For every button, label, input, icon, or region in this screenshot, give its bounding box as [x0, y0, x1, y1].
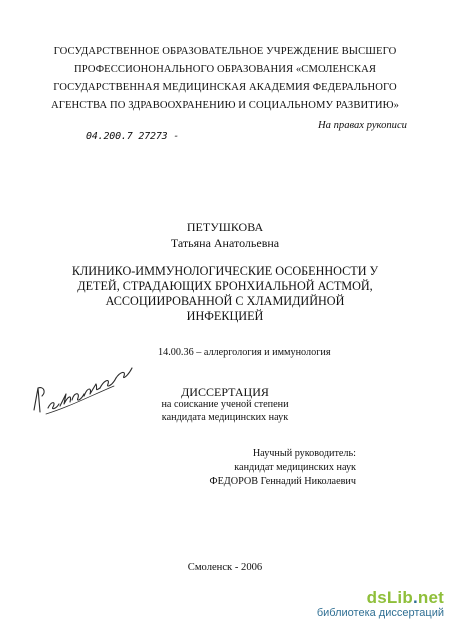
dissertation-heading: ДИССЕРТАЦИЯ — [181, 385, 269, 399]
logo-tld: net — [417, 588, 444, 607]
supervisor-block — [210, 447, 356, 489]
dslib-subtitle: библиотека диссертаций — [316, 607, 444, 619]
title-line-3: АССОЦИИРОВАННОЙ С ХЛАМИДИЙНОЙ — [105, 294, 345, 308]
title-line-4: ИНФЕКЦИЕЙ — [186, 309, 264, 323]
supervisor-degree: кандидат медицинских наук — [234, 462, 356, 473]
supervisor-name: ФЕДОРОВ Геннадий Николаевич — [209, 476, 356, 487]
logo-main: dsLib — [366, 588, 413, 607]
dslib-watermark[interactable] — [317, 588, 444, 619]
degree-line-1: на соискание ученой степени — [161, 399, 289, 410]
title-line-2: ДЕТЕЙ, СТРАДАЮЩИХ БРОНХИАЛЬНОЙ АСТМОЙ, — [77, 279, 373, 293]
title-line-1: КЛИНИКО-ИММУНОЛОГИЧЕСКИЕ ОСОБЕННОСТИ У — [71, 264, 379, 278]
institution-line-1: ГОСУДАРСТВЕННОЕ ОБРАЗОВАТЕЛЬНОЕ УЧРЕЖДЕНИЕ ВЫСШЕГО — [53, 46, 397, 57]
author-surname: ПЕТУШКОВА — [186, 220, 264, 234]
city-year: Смоленск - 2006 — [187, 562, 263, 573]
institution-line-2: ПРОФЕССИОНОНАЛЬНОГО ОБРАЗОВАНИЯ «СМОЛЕНСКАЯ — [73, 64, 377, 75]
degree-line-2: кандидата медицинских наук — [161, 412, 289, 423]
author-name: Татьяна Анатольевна — [170, 236, 280, 250]
dslib-logo — [317, 588, 444, 608]
dissertation-title — [0, 264, 450, 324]
supervisor-label: Научный руководитель: — [252, 448, 356, 459]
institution-header — [0, 43, 450, 115]
logo-dot: . — [412, 588, 418, 607]
institution-line-3: ГОСУДАРСТВЕННАЯ МЕДИЦИНСКАЯ АКАДЕМИЯ ФЕДЕРАЛЬНОГО — [53, 82, 397, 93]
specialty-code: 14.00.36 – аллергология и иммунология — [158, 347, 331, 358]
rights-note: На правах рукописи — [318, 120, 407, 131]
archive-stamp-number: 04.200.7 27273 - — [86, 131, 180, 142]
dissertation-degree — [0, 398, 450, 424]
institution-line-4: АГЕНСТВА ПО ЗДРАВООХРАНЕНИЮ И СОЦИАЛЬНОМУ РАЗВИТИЮ» — [51, 100, 399, 111]
